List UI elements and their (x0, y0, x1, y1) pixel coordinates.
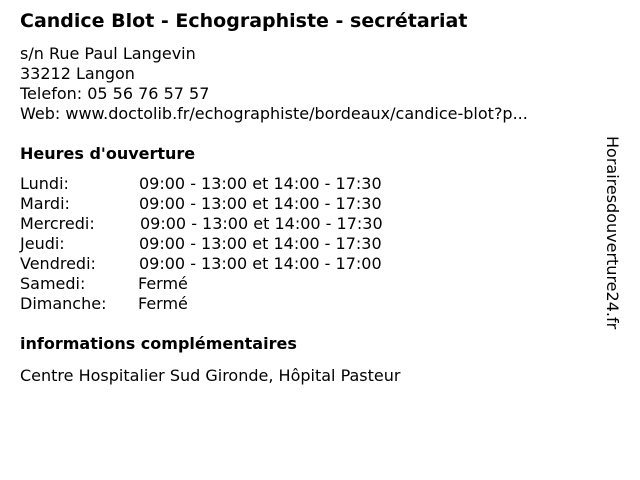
day-hours: 09:00 - 13:00 et 14:00 - 17:00 (139, 254, 382, 273)
day-label: Jeudi: (20, 234, 65, 253)
day-hours: 09:00 - 13:00 et 14:00 - 17:30 (139, 194, 382, 213)
day-label: Mardi: (20, 194, 70, 213)
address-block (20, 44, 528, 124)
additional-info-heading: informations complémentaires (20, 334, 297, 353)
phone-number: Telefon: 05 56 76 57 57 (20, 84, 210, 103)
website-link: Web: www.doctolib.fr/echographiste/bordeaux/candice-blot?p... (20, 104, 528, 123)
city-postcode: 33212 Langon (20, 64, 135, 83)
day-label: Mercredi: (20, 214, 95, 233)
site-watermark: Horairesdouverture24.fr (603, 136, 622, 330)
page-title: Candice Blot - Echographiste - secrétariat (20, 10, 468, 32)
day-label: Dimanche: (20, 294, 107, 313)
day-hours: Fermé (138, 294, 188, 313)
day-hours: 09:00 - 13:00 et 14:00 - 17:30 (139, 174, 382, 193)
street-address: s/n Rue Paul Langevin (20, 44, 196, 63)
additional-info-text: Centre Hospitalier Sud Gironde, Hôpital Pasteur (20, 366, 401, 385)
day-hours: 09:00 - 13:00 et 14:00 - 17:30 (140, 214, 383, 233)
day-label: Samedi: (20, 274, 86, 293)
day-label: Lundi: (20, 174, 69, 193)
opening-hours-heading: Heures d'ouverture (20, 144, 196, 163)
day-hours: 09:00 - 13:00 et 14:00 - 17:30 (139, 234, 382, 253)
day-label: Vendredi: (20, 254, 96, 273)
day-hours: Fermé (138, 274, 188, 293)
